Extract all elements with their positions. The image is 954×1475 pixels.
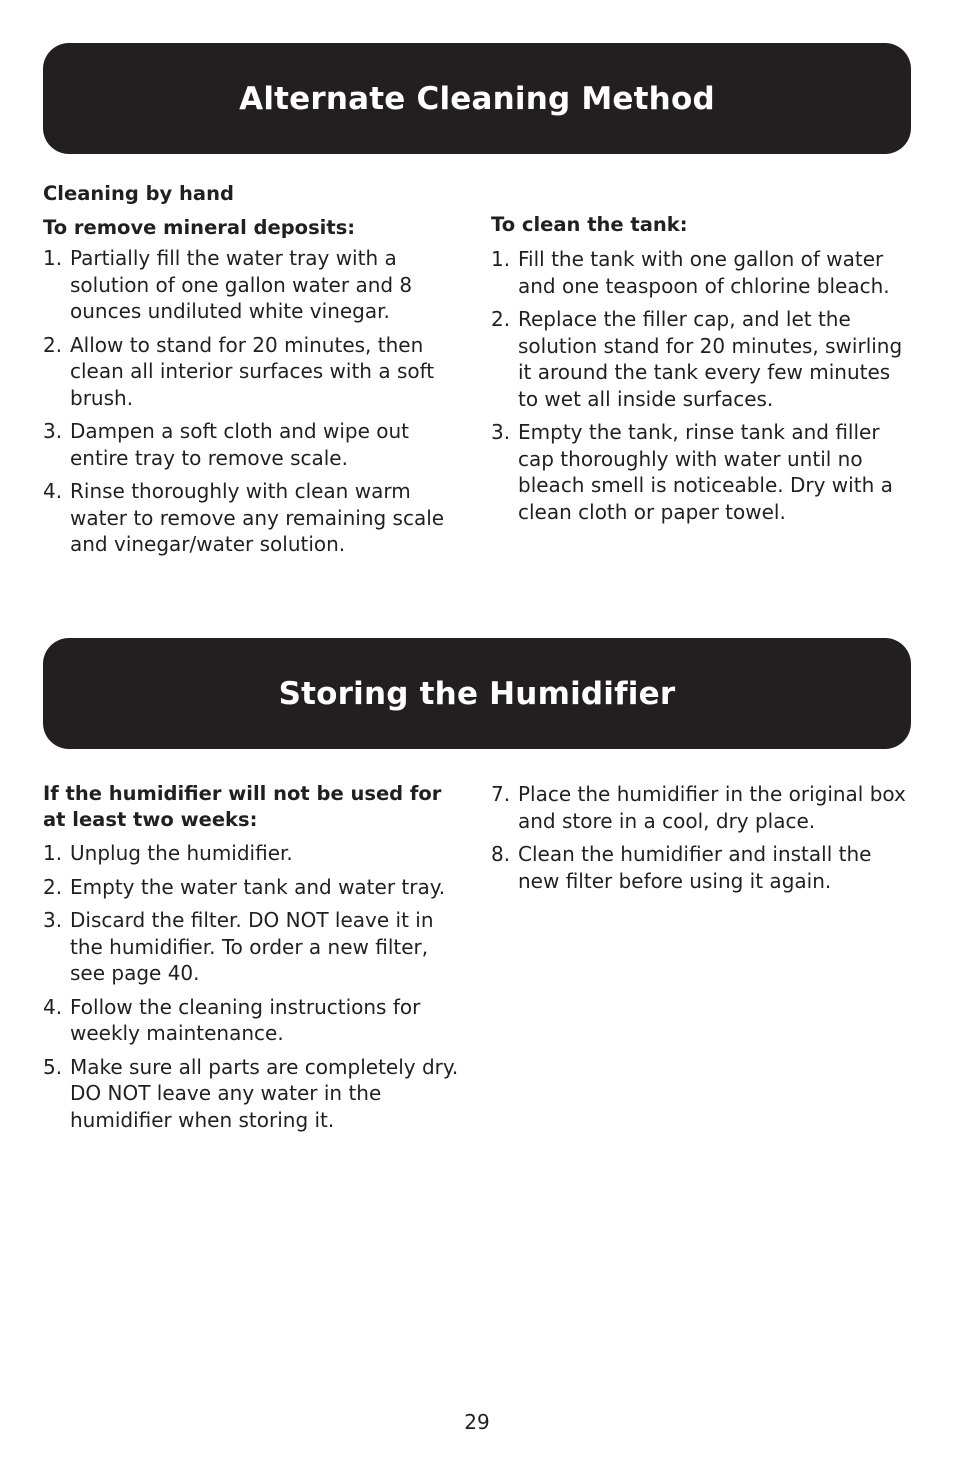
step-number: 1. bbox=[491, 247, 511, 271]
section-title: Storing the Humidifier bbox=[278, 675, 676, 712]
section-banner-cleaning bbox=[43, 43, 911, 154]
list-item bbox=[43, 418, 463, 471]
section-title: Alternate Cleaning Method bbox=[239, 80, 715, 117]
step-number: 3. bbox=[491, 420, 511, 444]
step-number: 3. bbox=[43, 419, 63, 443]
step-text: Place the humidifier in the original box and store in a cool, dry place. bbox=[518, 782, 906, 833]
step-number: 7. bbox=[491, 782, 511, 806]
step-text: Make sure all parts are completely dry. DO NOT leave any water in the humidifier when storing it. bbox=[70, 1054, 459, 1132]
list-item bbox=[43, 245, 463, 325]
list-item bbox=[491, 781, 911, 834]
section-banner-storing bbox=[43, 638, 911, 749]
subheading: Cleaning by hand bbox=[43, 182, 234, 205]
step-text: Empty the tank, rinse tank and filler cap thoroughly with water until no bleach smell is noticeable. Dry with a clean cloth or paper towel. bbox=[518, 420, 893, 524]
step-text: Follow the cleaning instructions for weekly maintenance. bbox=[70, 994, 421, 1045]
storing-steps-continued bbox=[491, 781, 911, 894]
list-item bbox=[491, 419, 911, 525]
step-number: 4. bbox=[43, 994, 63, 1019]
mineral-deposit-steps bbox=[43, 245, 463, 558]
step-number: 1. bbox=[43, 246, 63, 270]
list-item bbox=[491, 246, 911, 299]
tank-steps bbox=[491, 246, 911, 525]
list-item bbox=[43, 332, 463, 412]
storing-left-column bbox=[43, 781, 463, 1140]
step-text: Clean the humidifier and install the new filter before using it again. bbox=[518, 842, 872, 893]
step-number: 5. bbox=[43, 1054, 63, 1079]
step-text: Allow to stand for 20 minutes, then clean all interior surfaces with a soft brush. bbox=[70, 332, 435, 410]
subheading: To remove mineral deposits: bbox=[43, 216, 356, 239]
step-text: Fill the tank with one gallon of water and one teaspoon of chlorine bleach. bbox=[518, 247, 890, 298]
storing-steps bbox=[43, 840, 463, 1133]
list-item bbox=[43, 994, 463, 1047]
tank-cleaning-column bbox=[491, 212, 911, 532]
step-text: Dampen a soft cloth and wipe out entire tray to remove scale. bbox=[70, 419, 410, 470]
step-text: Discard the filter. DO NOT leave it in the humidifier. To order a new filter, see page 40. bbox=[70, 908, 434, 985]
step-text: Rinse thoroughly with clean warm water to remove any remaining scale and vinegar/water solution. bbox=[70, 479, 445, 556]
step-number: 2. bbox=[491, 307, 511, 331]
step-text: Partially fill the water tray with a solution of one gallon water and 8 ounces undiluted white vinegar. bbox=[70, 246, 413, 323]
list-item bbox=[491, 306, 911, 412]
list-item bbox=[43, 840, 463, 867]
storing-right-column bbox=[491, 781, 911, 901]
step-number: 2. bbox=[43, 874, 63, 899]
list-item bbox=[43, 907, 463, 987]
step-number: 8. bbox=[491, 842, 511, 866]
step-text: Replace the filler cap, and let the solution stand for 20 minutes, swirling it around the tank every few minutes to wet all inside surfaces. bbox=[518, 307, 903, 411]
step-number: 4. bbox=[43, 479, 63, 503]
list-item bbox=[43, 478, 463, 558]
step-text: Unplug the humidifier. bbox=[70, 841, 293, 865]
subheading: To clean the tank: bbox=[491, 213, 688, 236]
list-item bbox=[43, 874, 463, 901]
hand-cleaning-column bbox=[43, 181, 463, 565]
step-text: Empty the water tank and water tray. bbox=[70, 874, 446, 899]
step-number: 3. bbox=[43, 908, 63, 932]
list-item bbox=[491, 841, 911, 894]
list-item bbox=[43, 1054, 463, 1134]
subheading: If the humidifier will not be used for at least two weeks: bbox=[43, 782, 442, 831]
step-number: 2. bbox=[43, 332, 63, 357]
page-number: 29 bbox=[464, 1410, 490, 1434]
step-number: 1. bbox=[43, 841, 63, 865]
